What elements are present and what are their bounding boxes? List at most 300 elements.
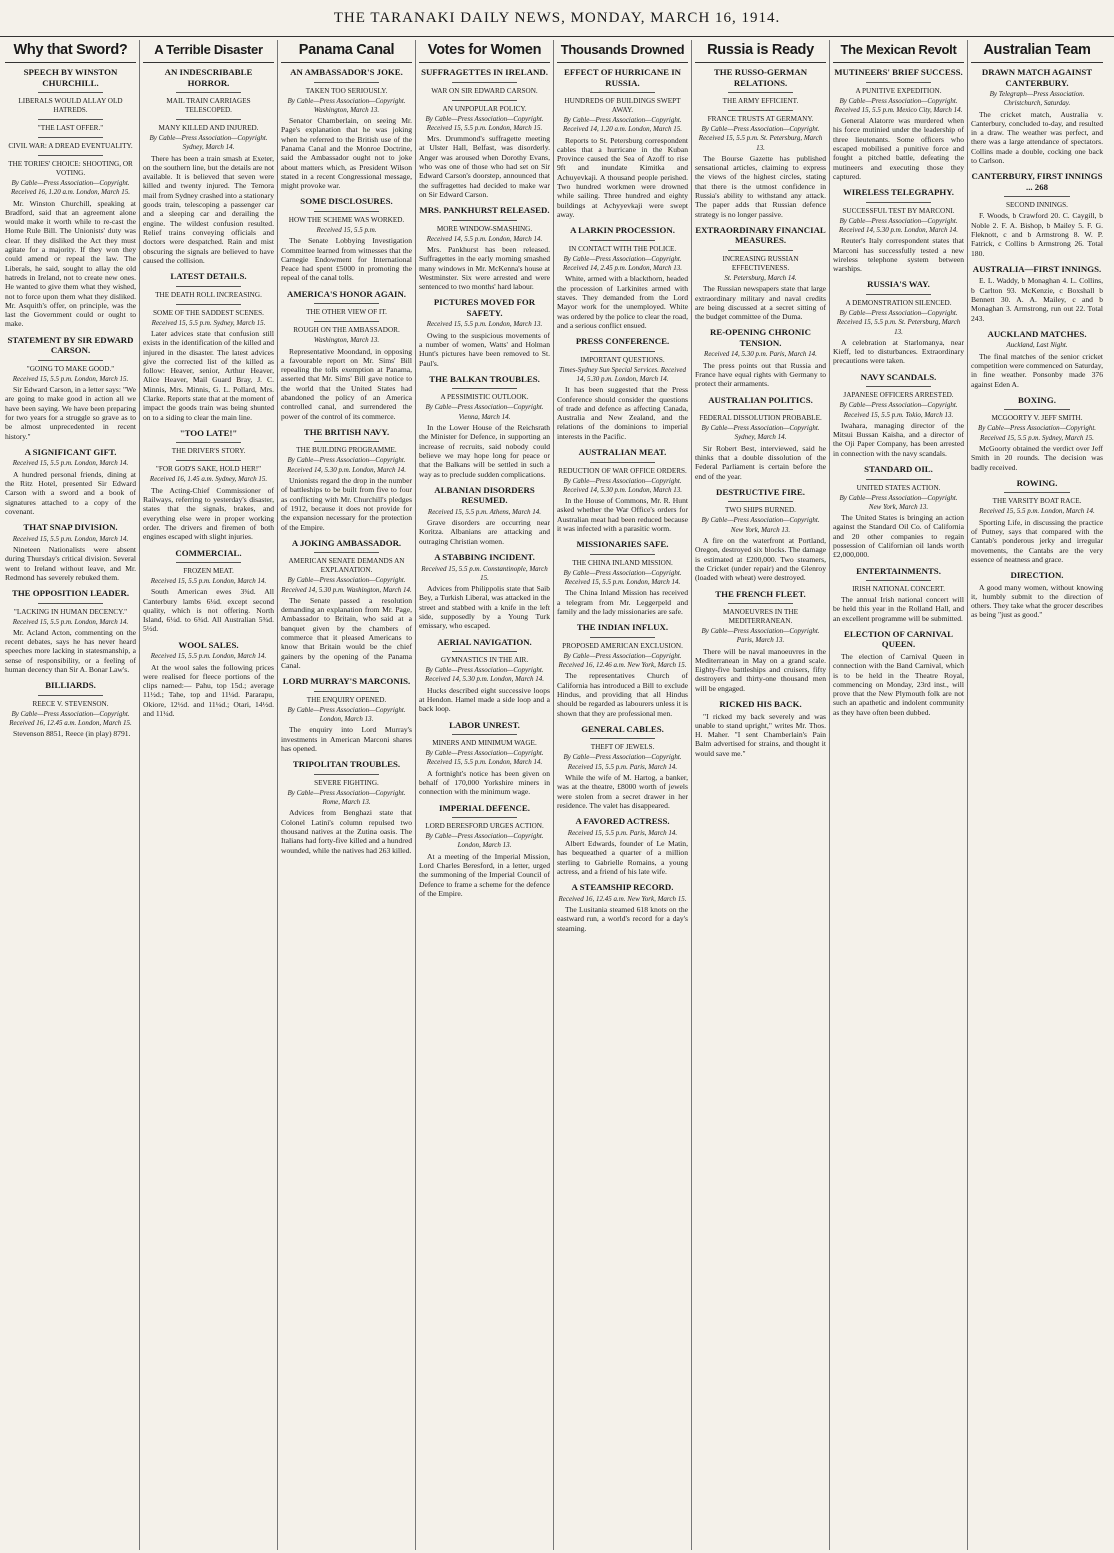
article-dateline: Received 16, 12.45 a.m. New York, March 15. [558, 894, 687, 903]
article-headline: EFFECT OF HURRICANE IN RUSSIA. [563, 67, 682, 88]
article-dateline: By Cable—Press Association—Copyright. Received 15, 5.5 p.m. London, March 15. [425, 114, 544, 132]
column-heading: A Terrible Disaster [143, 40, 274, 63]
divider [452, 388, 518, 389]
article-dateline: Received 15, 5.5 p.m. Constantinople, March 15. [421, 564, 548, 582]
article [971, 395, 1103, 472]
article-subheading: GYMNASTICS IN THE AIR. [440, 656, 529, 665]
divider [590, 554, 656, 555]
article-headline: AUSTRALIAN MEAT. [578, 447, 667, 458]
article-subheading: A PUNITIVE EXPEDITION. [855, 86, 942, 95]
divider [590, 462, 656, 463]
article [557, 336, 688, 441]
article-subheading: "LACKING IN HUMAN DECENCY." [13, 607, 128, 616]
article-body: Mr. Acland Acton, commenting on the recent debates, says he has never heard speeches more lacking in statesmanship, a sense of responsibility, or a feeling of human decency than Sir A. Bonar Law's. [5, 627, 136, 675]
divider [176, 92, 242, 93]
divider [176, 286, 242, 287]
article-subheading: CIVIL WAR: A DREAD EVENTUALITY. [8, 142, 133, 150]
divider [866, 386, 932, 387]
divider [452, 100, 518, 101]
article-headline: STANDARD OIL. [864, 464, 933, 475]
divider [590, 351, 656, 352]
article-body: Nineteen Nationalists were absent during Thursday's critical division. Several went to Ireland without leave, and Mr. Redmond has severely rebuked them. [5, 544, 136, 582]
divider [38, 92, 104, 93]
article-body: At a meeting of the Imperial Mission, Lord Charles Beresford, in a letter, urged the summoning of the Imperial Council of Defence to frame a scheme for the defence of the Empire. [419, 851, 550, 898]
article [143, 271, 274, 422]
article-body: Reuter's Italy correspondent states that Marconi has successfully tested a new wireless telephone system between warships. [833, 236, 964, 274]
article [833, 279, 964, 365]
article [5, 447, 136, 516]
column-5 [554, 40, 692, 1550]
article [833, 187, 964, 273]
article-body: Stevenson 8851, Reece (in play) 8791. [13, 729, 131, 739]
article-subheading: MANOEUVRES IN THE MEDITERRANEAN. [723, 608, 798, 625]
article [281, 676, 412, 753]
article-subheading: MANY KILLED AND INJURED. [158, 124, 259, 132]
article [419, 485, 550, 546]
article-subheading: SOME OF THE SADDEST SCENES. [153, 308, 264, 317]
article-body: The Russian newspapers state that large extraordinary military and naval credits are being discussed at a secret sitting of the budget committee of the Duma. [695, 284, 826, 322]
article-dateline: Received 15, 5.5 p.m. London, March 14. [12, 534, 129, 543]
article-headline: MUTINEERS' BRIEF SUCCESS. [834, 67, 963, 77]
article-subheading: IRISH NATIONAL CONCERT. [852, 585, 945, 594]
article-subheading: IN CONTACT WITH THE POLICE. [568, 244, 677, 253]
article [281, 427, 412, 532]
article-headline: THE BALKAN TROUBLES. [429, 373, 540, 384]
article-dateline: By Cable—Press Association—Copyright. Received 15, 5.5 p.m. Tokio, March 13. [839, 401, 958, 419]
article-dateline: Received 15, 5.5 p.m. London, March 14. [150, 577, 267, 585]
divider [590, 637, 656, 638]
article [833, 67, 964, 181]
article-body: Sir Edward Carson, in a letter says: "We are going to make good in action all we have been saying. We have been preparing for two years for a struggle so grave as to be almost unprecedented in recent history." [5, 385, 136, 441]
article-body: In the House of Commons, Mr. R. Hunt asked whether the War Office's orders for Australian meat had been reduced because it was infected with a parasitic worm. [557, 496, 688, 533]
column-heading: Australian Team [971, 40, 1103, 63]
article [281, 67, 412, 190]
article-subheading: FROZEN MEAT. [183, 567, 234, 575]
article-subheading: A PESSIMISTIC OUTLOOK. [440, 393, 529, 402]
article [281, 538, 412, 670]
article [695, 487, 826, 583]
article-headline: THE RUSSO-GERMAN RELATIONS. [713, 67, 808, 88]
column-6 [692, 40, 830, 1550]
divider [590, 240, 656, 241]
article [695, 699, 826, 758]
article-subheading: THE VARSITY BOAT RACE. [992, 497, 1082, 506]
article-subheading: SECOND INNINGS. [1006, 201, 1068, 210]
article-headline: DESTRUCTIVE FIRE. [716, 486, 805, 497]
article-dateline: By Cable—Press Association—Copyright. Received 15, 5.5 p.m. London, March 14. [563, 568, 682, 587]
divider [728, 501, 794, 502]
article [695, 327, 826, 388]
article-dateline: By Cable—Press Association—Copyright. Received 15, 5.5 p.m. Sydney, March 15. [977, 424, 1097, 442]
article [833, 464, 964, 560]
article-subheading: PROPOSED AMERICAN EXCLUSION. [562, 641, 683, 650]
article-subheading: THE DEATH ROLL INCREASING. [155, 290, 262, 299]
article-body: Sporting Life, in discussing the practice of Putney, says that compared with the Cantab's ponderous jerky and irregular movements, the Cantabs are the very essence of neatness and grace. [971, 517, 1103, 564]
article-dateline: Received 15, 5.5 p.m. London, March 14. [12, 617, 129, 626]
article-subheading: THE OTHER VIEW OF IT. [306, 308, 387, 317]
article-body: The Bourse Gazette has published sensational articles, claiming to express the views of the highest circles, stating that there is the utmost confidence in Russia's ability to withstand any attack. The paper adds that Russian defence strategy is no longer passive. [695, 153, 826, 219]
article-subheading: "FOR GOD'S SAKE, HOLD HER!" [155, 465, 262, 474]
article-dateline: By Cable—Press Association—Copyright. Received 15, 5.5 p.m. Mexico City, March 14. [834, 96, 963, 114]
article [143, 428, 274, 542]
article-headline: A SIGNIFICANT GIFT. [24, 446, 117, 457]
article-headline: IMPERIAL DEFENCE. [439, 802, 530, 813]
article-subheading: AN UNPOPULAR POLICY. [442, 104, 527, 113]
article-subheading: UNITED STATES ACTION. [856, 483, 941, 492]
article-body: The Senate passed a resolution demanding an explanation from Mr. Page, Ambassador to Britain, who said at a banquet given by the chambers of commerce that it pleased Americans to know that Britain would be the chief gainers by the opening of the Panama Canal. [281, 595, 412, 670]
article [281, 196, 412, 282]
divider [176, 460, 242, 461]
article-headline: AN AMBASSADOR'S JOKE. [290, 67, 403, 77]
article-headline: THE FRENCH FLEET. [715, 588, 806, 599]
article-body: Iwahara, managing director of the Mitsui Bussan Kaisha, and a director of the Oji Paper Company, has been arrested in connection with the navy scandals. [833, 420, 964, 458]
article-dateline: By Cable—Press Association—Copyright. New York, March 13. [701, 516, 820, 534]
divider [176, 304, 242, 305]
article-subheading: THE CHINA INLAND MISSION. [572, 558, 673, 567]
article-body: The election of Carnival Queen in connection with the Band Carnival, which is to be held in the Theatre Royal, commencing on Monday, 23rd inst., will prove that the New Plymouth folk are not such an apathetic and indolent community as they have often been dubbed. [833, 651, 964, 717]
article-body: A fortnight's notice has been given on behalf of 170,000 Yorkshire miners in connection with the minimum wage. [419, 768, 550, 797]
article [695, 225, 826, 321]
article-subheading: WAR ON SIR EDWARD CARSON. [431, 86, 538, 95]
article-headline: LABOR UNREST. [449, 719, 520, 730]
article-subheading: MINERS AND MINIMUM WAGE. [432, 739, 537, 748]
divider [176, 119, 242, 120]
article-body: The final matches of the senior cricket competition were commenced on Saturday, in fine weather. Ponsonby made 376 against Eden A. [971, 351, 1103, 389]
divider [728, 110, 794, 111]
article [557, 67, 688, 219]
article-body: There has been a train smash at Exeter, on the southern line, but the details are not available. It is believed that seven were killed and twenty injured. The Temora mail from Sydney crashed into a stationary goods train, telescoping a passenger car and a sleeping car and derailing the engine. The wildest confusion resulted. Relief trains conveying officials and doctors were despatched. Rain and mist obscuring the signals are believed to have caused the collision. [143, 153, 274, 265]
article-headline: A FAVORED ACTRESS. [575, 816, 670, 827]
column-heading: Why that Sword? [5, 40, 136, 63]
article [5, 588, 136, 674]
divider [38, 137, 104, 138]
article-subheading: LORD BERESFORD URGES ACTION. [425, 822, 544, 831]
article-headline: NAVY SCANDALS. [860, 371, 937, 382]
article-body: The press points out that Russia and France have equal rights with Germany to protect their armaments. [695, 360, 826, 389]
divider [452, 220, 518, 221]
article [971, 171, 1103, 257]
article [419, 720, 550, 797]
article-body: The Senate Lobbying Investigation Committee learned from witnesses that the Carnegie Endowment for International Peace had spent £5000 in promoting the repeal of the canal tolls. [281, 236, 412, 283]
masthead-title: THE TARANAKI DAILY NEWS, MONDAY, MARCH 16, 1914. [333, 10, 781, 26]
article [419, 552, 550, 631]
article-body: The cricket match, Australia v. Canterbury, concluded to-day, and resulted in a draw. The weather was perfect, and there was a large attendance of spectators. Collins made a double, cocking one back to Carlson. [971, 109, 1103, 166]
article-body: The United States is bringing an action against the Standard Oil Co. of California and 20 other companies to regain possession of Californian oil lands worth £2,000,000. [833, 513, 964, 560]
article-subheading: THE ENQUIRY OPENED. [306, 695, 387, 704]
article-dateline: Received 15, 5.5 p.m. Athens, March 14. [427, 507, 542, 516]
article-dateline: By Cable—Press Association—Copyright. Received 14, 5.30 p.m. London, March 14. [424, 666, 545, 684]
article-headline: SPEECH BY WINSTON CHURCHILL. [23, 67, 118, 88]
divider [728, 409, 794, 410]
article-dateline: By Cable—Press Association—Copyright. Rome, March 13. [287, 788, 406, 807]
column-3 [278, 40, 416, 1550]
article-dateline: Received 16, 1.45 a.m. Sydney, March 15. [149, 475, 268, 484]
article-dateline: Received 15, 5.5 p.m. London, March 14. [12, 459, 129, 468]
article-dateline: Received 14, 5.5 p.m. London, March 14. [426, 234, 543, 243]
article-dateline: By Cable—Press Association—Copyright. New York, March 13. [839, 493, 958, 511]
divider [314, 82, 380, 83]
article-headline: THAT SNAP DIVISION. [23, 522, 118, 533]
article-subheading: REDUCTION OF WAR OFFICE ORDERS. [558, 466, 687, 475]
article-headline: AERIAL NAVIGATION. [437, 636, 532, 647]
article-headline: MISSIONARIES SAFE. [576, 539, 669, 550]
article-dateline: By Cable—Press Association—Copyright. Received 14, 1.20 a.m. London, March 15. [562, 116, 683, 134]
article-body: Advices from Philippolis state that Saib Bey, a Turkish Liberal, was attacked in the street and stabbed with a knife in the left side, supposedly by a Young Turk emissary, who escaped. [419, 584, 550, 631]
article-headline: AUSTRALIA—FIRST INNINGS. [972, 263, 1102, 274]
article-body: The enquiry into Lord Murray's investments in American Marconi shares has opened. [281, 725, 412, 753]
article-subheading: AMERICAN SENATE DEMANDS AN EXPLANATION. [288, 557, 405, 575]
article [419, 637, 550, 714]
article-dateline: St. Petersburg, March 14. [724, 273, 797, 282]
article-body: The annual Irish national concert will be held this year in the Rolland Hall, and an excellent programme will be submitted. [833, 595, 964, 623]
article-subheading: THE ARMY EFFICIENT. [722, 97, 799, 105]
article-headline: THE BRITISH NAVY. [303, 426, 390, 437]
article [281, 759, 412, 855]
article-dateline: By Cable—Press Association—Copyright. Received 15, 5.5 p.m. London, March 14. [425, 749, 544, 767]
article-headline: RICKED HIS BACK. [719, 699, 802, 710]
article [557, 622, 688, 718]
column-2 [140, 40, 278, 1550]
article-body: Sir Robert Best, interviewed, said he thinks that a double dissolution of the Federal Parliament is certain before the end of the year. [695, 443, 826, 481]
article-dateline: Received 15, 5.5 p.m. London, March 14. [979, 507, 1095, 516]
article-body: South American ewes 3¾d. All Canterbury lambs 6¼d. except second quality, which is not offering. North Island, 6¼d. to 6¾d. All Australian 5¾d. 5½d. [143, 587, 274, 634]
article-body: At the wool sales the following prices were realised for fleece portions of the clips named:— Pahu, top 15d.; average 11½d.; Tahe, top and 11¼d. Pararapu, Okiore, 12½d. and 11¼d.; Otari, 14½d. and 11¼d. [143, 662, 274, 719]
article-dateline: Received 15, 5.5 p.m. Sydney, March 15. [151, 318, 266, 327]
article [557, 882, 688, 933]
article [833, 372, 964, 458]
article-dateline: By Cable—Press Association—Copyright. Received 14, 2.45 p.m. London, March 13. [562, 254, 683, 273]
article-headline: TRIPOLITAN TROUBLES. [292, 759, 401, 770]
article [833, 566, 964, 623]
article-subheading: ROUGH ON THE AMBASSADOR. [293, 326, 400, 335]
article-subheading: INCREASING RUSSIAN EFFECTIVENESS. [722, 254, 799, 272]
article [143, 640, 274, 719]
article-headline: MRS. PANKHURST RELEASED. [419, 205, 550, 216]
article-body: The representatives Church of California has introduced a Bill to exclude Hindus, and providing that all Hindus should be regarded as labourers unless it is shown that they are professional men. [557, 671, 688, 718]
divider [452, 734, 518, 735]
article-dateline: Received 15, 5.5 p.m. London, March 15. [12, 374, 129, 383]
article-dateline: By Cable—Press Association—Copyright. Received 15, 5.5 p.m. St. Petersburg, March 13. [836, 308, 961, 336]
article-subheading: MCGOORTY V. JEFF SMITH. [991, 414, 1083, 423]
article [833, 629, 964, 717]
column-8 [968, 40, 1106, 1550]
article-body: Unionists regard the drop in the number of battleships to be built from five to four as conflicting with Mr. Churchill's pledges of 1912, because it does not provide for the expansion necessary for the protection of the Empire. [281, 476, 412, 532]
article-dateline: Received 15, 5.5 p.m. London, March 13. [426, 320, 543, 329]
article-headline: AMERICA'S HONOR AGAIN. [286, 288, 406, 299]
divider [590, 92, 656, 93]
article [143, 548, 274, 634]
article-dateline: By Cable—Press Association—Copyright. Received 15, 5.5 p.m. St. Petersburg, March 13. [698, 125, 823, 152]
divider [314, 552, 380, 553]
divider [1004, 492, 1070, 493]
article [971, 570, 1103, 620]
article-dateline: Received 14, 5.30 p.m. Paris, March 14. [704, 350, 817, 359]
column-heading: Votes for Women [419, 40, 550, 63]
divider [314, 303, 380, 304]
article-dateline: Received 15, 5.5 p.m. London, March 14. [150, 652, 267, 661]
divider [728, 92, 794, 93]
article-dateline: By Cable—Press Association—Copyright. Received 15, 5.5 p.m. Paris, March 14. [563, 753, 682, 771]
article-headline: COMMERCIAL. [175, 547, 242, 558]
article-headline: SOME DISCLOSURES. [300, 196, 393, 207]
article-subheading: "THE LAST OFFER." [37, 124, 104, 132]
article-dateline: Received 15, 5.5 p.m. Paris, March 14. [567, 828, 678, 837]
article-dateline: By Cable—Press Association—Copyright. London, March 13. [425, 832, 544, 850]
article-subheading: THE TORIES' CHOICE: SHOOTING, OR VOTING. [8, 160, 133, 177]
article-subheading: MORE WINDOW-SMASHING. [436, 224, 533, 233]
divider [866, 580, 932, 581]
article-dateline: By Cable—Press Association—Copyright. Received 16, 12.45 a.m. London, March 15. [9, 709, 132, 728]
article [557, 539, 688, 616]
article-body: General Alatorre was murdered when his force mutinied under the leadership of three lieutenants. Some officers who escaped mobilised a punitive force and fought a pitched battle, defeating the mutineers and executing those they captured. [833, 116, 964, 181]
article-headline: A LARKIN PROCESSION. [570, 225, 675, 236]
article-headline: PICTURES MOVED FOR SAFETY. [433, 297, 536, 318]
article-body: Reports to St. Petersburg correspondent cables that a hurricane in the Kuban Province caused the Sea of Azoff to rise 9ft and inundate Kimitka and Achuyevkaji. A thousand people perished. Two hundred workmen were drowned while sailing. Three hundred and eighty buildings at Achyyevkaji were swept away. [557, 135, 688, 219]
article-subheading: LIBERALS WOULD ALLAY OLD HATREDS. [18, 97, 123, 114]
article-subheading: THEFT OF JEWELS. [590, 743, 655, 752]
divider [728, 250, 794, 251]
column-4 [416, 40, 554, 1550]
article-dateline: By Cable—Press Association—Copyright. London, March 13. [287, 705, 406, 724]
divider [176, 442, 242, 443]
article-headline: A STEAMSHIP RECORD. [571, 882, 674, 893]
divider [314, 691, 380, 692]
article-subheading: SEVERE FIGHTING. [314, 778, 379, 787]
divider [38, 695, 104, 696]
column-7 [830, 40, 968, 1550]
divider [314, 441, 380, 442]
article [419, 67, 550, 199]
divider [176, 562, 242, 563]
divider [452, 817, 518, 818]
article [695, 395, 826, 481]
article-dateline: By Telegraph—Press Association. Christchurch, Saturday. [989, 90, 1085, 108]
article-body: Grave disorders are occurring near Koritza. Albanians are attacking and outraging Christian women. [419, 518, 550, 546]
article-headline: AUCKLAND MATCHES. [987, 328, 1087, 339]
article-headline: WOOL SALES. [178, 639, 239, 650]
article-headline: CANTERBURY, FIRST INNINGS ... 268 [971, 171, 1103, 192]
article-body: McGoorty obtained the verdict over Jeff Smith in 20 rounds. The decision was badly received. [971, 443, 1103, 472]
article-dateline: By Cable—Press Association—Copyright. Received 16, 12.46 a.m. New York, March 15. [558, 651, 687, 670]
article-body: Hucks described eight successive loops at Hendon. Hamel made a side loop and a back loop. [419, 685, 550, 714]
article-body: Mr. Winston Churchill, speaking at Bradford, said that an agreement alone would make it worth while to re-cast the Home Rule Bill. The Unionists' duty was clear. If they disliked the Act they must agitate for a majority. If they won they could amend or repeal the law. The Liberals, he said, sought to allay the old hatreds in Ireland, not to create new ones. He wanted to give them what they wished, not to force upon them what they disliked. Mr. Asquith's offer, on principle, was the last the Government could or ought to make. [5, 198, 136, 329]
article [5, 67, 136, 329]
article [557, 447, 688, 533]
article [143, 67, 274, 265]
article-dateline: By Cable—Press Association—Copyright. Sydney, March 14. [149, 134, 268, 152]
article-headline: EXTRAORDINARY FINANCIAL MEASURES. [695, 224, 826, 246]
divider [38, 603, 104, 604]
article-dateline: By Cable—Press Association—Copyright. Vienna, March 14. [425, 403, 544, 421]
article-body: It has been suggested that the Press Conference should consider the questions of trade and defence as affecting Canada, Australia and New Zealand, and the relations of the dominions to imperial interests in the Pacific. [557, 385, 688, 441]
article-headline: AN INDESCRIBABLE HORROR. [164, 67, 253, 88]
article-subheading: TWO SHIPS BURNED. [725, 506, 796, 515]
article-subheading: A DEMONSTRATION SILENCED. [845, 298, 952, 307]
article-headline: "TOO LATE!" [179, 427, 238, 438]
article-headline: ALBANIAN DISORDERS RESUMED. [434, 484, 535, 506]
article [971, 264, 1103, 323]
article-headline: LORD MURRAY'S MARCONIS. [282, 676, 411, 687]
column-heading: Panama Canal [281, 40, 412, 63]
article-headline: ELECTION OF CARNIVAL QUEEN. [843, 628, 953, 650]
article [5, 522, 136, 582]
article-headline: DRAWN MATCH AGAINST CANTERBURY. [981, 67, 1093, 88]
divider [866, 82, 932, 83]
article [971, 67, 1103, 165]
divider [38, 119, 104, 120]
article-body: Mrs. Pankhurst has been released. Suffragettes in the early morning smashed many windows in Mr. McKenna's house at Westminster. Six were arrested and were sentenced to two months' hard labour. [419, 244, 550, 292]
article-subheading: THE DRIVER'S STORY. [171, 447, 246, 456]
article-subheading: JAPANESE OFFICERS ARRESTED. [843, 391, 954, 400]
divider [314, 321, 380, 322]
divider [1004, 409, 1070, 410]
article [5, 680, 136, 738]
article-body: Later advices state that confusion still exists in the identification of the killed and injured in the disaster. The latest advices give the corrected list of the killed as follow: Heaver, senior, Arthur Heaver, Alice Heaver, Mail Guard Bray, J. C. Minnis, Mrs. Minnis, G. L. Pollard, Mrs. Clarke. Reports state that at the moment of impact the goods train was being shunted on to a siding to clear the main line. [143, 328, 274, 422]
article-subheading: HOW THE SCHEME WAS WORKED. [288, 215, 405, 224]
article-body: The Lusitania steamed 618 knots on the eastward run, a world's record for a day's steaming. [557, 904, 688, 933]
article-dateline: Times-Sydney Sun Special Services. Received 14, 5.30 p.m. London, March 14. [559, 365, 686, 383]
article-headline: LATEST DETAILS. [170, 271, 247, 282]
article-headline: A STABBING INCIDENT. [434, 552, 535, 562]
article-headline: RUSSIA'S WAY. [867, 279, 930, 290]
article-body: A hundred personal friends, dining at the Ritz Hotel, presented Sir Edward Carson with a sword and a book of signatures attached to a copy of the covenant. [5, 469, 136, 516]
article-dateline: Washington, March 13. [313, 336, 380, 345]
article-headline: STATEMENT BY SIR EDWARD CARSON. [7, 334, 134, 356]
article [557, 816, 688, 876]
article-headline: BILLIARDS. [45, 680, 96, 691]
column-heading: The Mexican Revolt [833, 40, 964, 63]
article [695, 589, 826, 694]
article-body: A fire on the waterfront at Portland, Oregon, destroyed six blocks. The damage is estimated at £200,000. Two steamers, the Cricket (under repair) and the Glenroy (loaded with wheat) were destroyed. [695, 536, 826, 583]
article-subheading: SUCCESSFUL TEST BY MARCONI. [842, 206, 955, 215]
article-headline: GENERAL CABLES. [581, 723, 664, 734]
article-dateline: By Cable—Press Association—Copyright. Received 16, 1.20 a.m. London, March 15. [10, 179, 131, 197]
article-body: Albert Edwards, founder of Le Matin, has bequeathed a quarter of a million sterling to Gabrielle Romains, a young actress, and a friend of his late wife. [557, 838, 688, 876]
article-dateline: By Cable—Press Association—Copyright. Received 14, 5.30 p.m. London, March 14. [286, 456, 407, 474]
article-body: While the wife of M. Hartog, a banker, was at the theatre, £8000 worth of jewels were stolen from a secret drawer in her residence. The valet has disappeared. [557, 772, 688, 810]
divider [38, 155, 104, 156]
article-dateline: By Cable—Press Association—Copyright. Received 14, 5.30 p.m. London, March 14. [838, 216, 959, 234]
divider [590, 738, 656, 739]
article [419, 374, 550, 479]
article-body: "I ricked my back severely and was unable to stand upright," writes Mr. Thos. H. Maher. "I sent Chamberlain's Pain Balm advertised for strains, and thought it would save me." [695, 711, 826, 758]
article-headline: SUFFRAGETTES IN IRELAND. [421, 67, 548, 77]
divider [866, 479, 932, 480]
article-headline: RE-OPENING CHRONIC TENSION. [710, 327, 811, 348]
article-headline: WIRELESS TELEGRAPHY. [843, 187, 954, 198]
divider [38, 360, 104, 361]
divider [866, 294, 932, 295]
divider [314, 774, 380, 775]
article-headline: ROWING. [1016, 477, 1058, 488]
article-body: Advices from Benghazi state that Colonel Latini's column repulsed two thousand natives at the Zutina oasis. The Italians had forty-five killed and a hundred wounded, while the natives had 263 killed. [281, 808, 412, 855]
masthead [0, 0, 1114, 37]
article-body: Representative Moondand, in opposing a favourable report on Mr. Sims' Bill repealing the tolls exemption at Panama, asserted that Mr. Sims' Bill gave notice to the world that the United States had abandoned the policy of an America controlled canal, and surrendered the power of the control of its commerce. [281, 346, 412, 421]
article-subheading: REECE V. STEVENSON. [32, 699, 109, 708]
article-body: A good many women, without knowing it, humbly submit to the direction of others. They take what the grocer describes as being "just as good." [971, 582, 1103, 620]
article-dateline: By Cable—Press Association—Copyright. Sydney, March 14. [701, 424, 820, 442]
article-body: In the Lower House of the Reichsrath the Minister for Defence, in supporting an increase of recruits, said nobody could believe we may hope long for peace or that the Balkans will be settled in such a way as to preclude sudden complications. [419, 423, 550, 479]
article-subheading: TAKEN TOO SERIOUSLY. [305, 86, 388, 95]
article-body: Mrs. Drummond's suffragette meeting at Ulster Hall, Belfast, was disorderly. Anger was aroused when Dorothy Evans, who was one of those who had set on Sir Edward Carson's doorstep, announced that the suffragettes had decided to make war on Sir Edward Carson. [419, 134, 550, 199]
divider [728, 603, 794, 604]
article-body: A celebration at Starlomanya, near Kieff, led to disturbances. Extraordinary precautions were taken. [833, 337, 964, 366]
article-dateline: By Cable—Press Association—Copyright. Paris, March 13. [701, 627, 820, 645]
article [419, 803, 550, 899]
article-body: Owing to the suspicious movements of a number of women, Watts' and Holman Hunt's pictures have been removed to St. Paul's. [419, 330, 550, 368]
article-dateline: Auckland, Last Night. [1006, 341, 1068, 350]
divider [452, 651, 518, 652]
